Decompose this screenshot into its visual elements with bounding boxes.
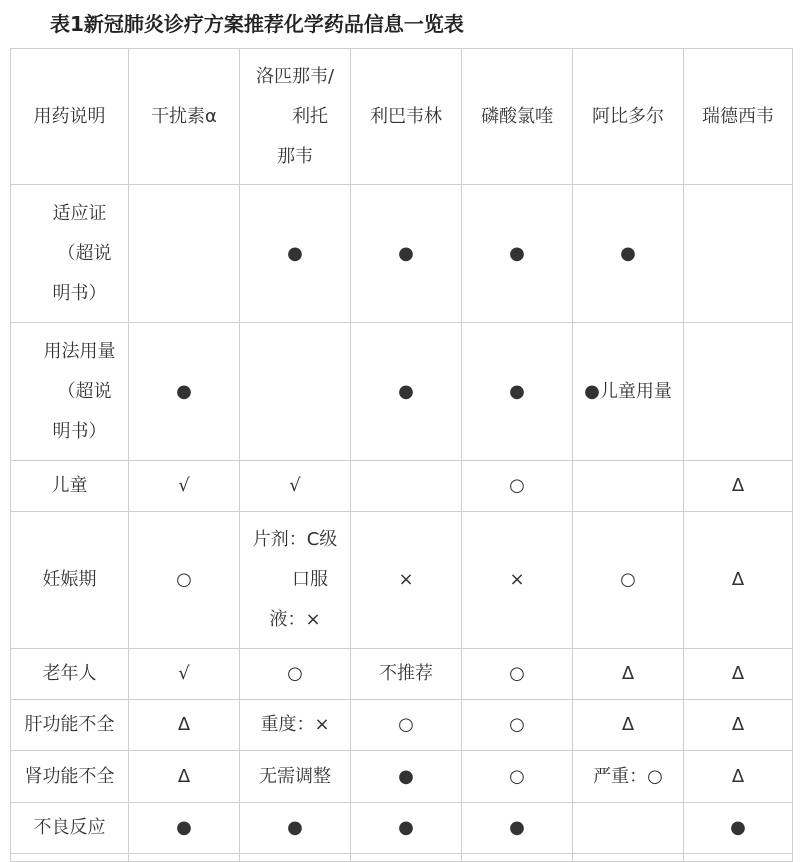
drug-info-table <box>10 48 793 862</box>
cell: × <box>462 512 573 649</box>
row-label-hepatic: 肝功能不全 <box>11 700 129 751</box>
cell <box>11 854 129 862</box>
cell: ● <box>240 803 351 854</box>
cell: ● <box>351 751 462 803</box>
cell <box>684 323 793 461</box>
header-label-cell: 用药说明 <box>11 49 129 185</box>
cell <box>573 854 684 862</box>
cell: ● <box>462 803 573 854</box>
row-label-indication <box>11 185 129 323</box>
header-drug2-line3: 那韦 <box>277 145 313 167</box>
row-label-renal: 肾功能不全 <box>11 751 129 803</box>
cell: Δ <box>684 751 793 803</box>
cell: ● <box>462 323 573 461</box>
table-row-dosage <box>11 323 793 461</box>
table-title: 表1新冠肺炎诊疗方案推荐化学药品信息一览表 <box>50 12 464 36</box>
cell: Δ <box>573 649 684 700</box>
cell-line: 口服 <box>292 569 328 590</box>
cell: Δ <box>684 649 793 700</box>
cell: Δ <box>573 700 684 751</box>
cell: ● <box>240 185 351 323</box>
header-drug-lopinavir-ritonavir <box>240 49 351 185</box>
cell: √ <box>129 461 240 512</box>
cell <box>240 854 351 862</box>
cell: Δ <box>684 512 793 649</box>
cell: √ <box>129 649 240 700</box>
cell <box>129 854 240 862</box>
cell: ● <box>129 803 240 854</box>
cell <box>684 185 793 323</box>
cell: ○ <box>351 700 462 751</box>
cell <box>129 185 240 323</box>
cell: ○ <box>462 461 573 512</box>
header-row <box>11 49 793 185</box>
header-drug-interferon: 干扰素α <box>129 49 240 185</box>
cell: 重度：× <box>240 700 351 751</box>
table-row-adverse <box>11 803 793 854</box>
row-label-adverse: 不良反应 <box>11 803 129 854</box>
cell: ○ <box>462 751 573 803</box>
cell: Δ <box>684 700 793 751</box>
cell: 不推荐 <box>351 649 462 700</box>
cell <box>462 854 573 862</box>
cell: ○ <box>240 649 351 700</box>
row-label-line: （超说 <box>57 242 112 264</box>
cell: ●儿童用量 <box>573 323 684 461</box>
cell <box>573 803 684 854</box>
cell: ● <box>351 185 462 323</box>
cell: ● <box>573 185 684 323</box>
cell: ● <box>684 803 793 854</box>
header-drug-arbidol: 阿比多尔 <box>573 49 684 185</box>
header-drug2-line2: 利托 <box>292 105 328 127</box>
cell: ● <box>351 323 462 461</box>
cell <box>684 854 793 862</box>
row-label-children: 儿童 <box>11 461 129 512</box>
cell: Δ <box>684 461 793 512</box>
header-drug-ribavirin: 利巴韦林 <box>351 49 462 185</box>
table-row-hepatic <box>11 700 793 751</box>
header-drug2-line1: 洛匹那韦/ <box>255 65 335 87</box>
cell <box>351 461 462 512</box>
cell: ● <box>462 185 573 323</box>
cell <box>351 854 462 862</box>
row-label-dosage <box>11 323 129 461</box>
table-row-partial <box>11 854 793 862</box>
cell-pregnancy-lopinavir <box>240 512 351 649</box>
header-drug-remdesivir: 瑞德西韦 <box>684 49 793 185</box>
cell: √ <box>240 461 351 512</box>
cell: × <box>351 512 462 649</box>
cell: 无需调整 <box>240 751 351 803</box>
cell <box>240 323 351 461</box>
row-label-line: 明书） <box>52 282 107 304</box>
cell: ● <box>351 803 462 854</box>
table-row-renal <box>11 751 793 803</box>
row-label-line: 用法用量 <box>43 340 116 362</box>
row-label-pregnancy: 妊娠期 <box>11 512 129 649</box>
table-row-indication <box>11 185 793 323</box>
table-row-children <box>11 461 793 512</box>
row-label-line: 明书） <box>52 420 107 442</box>
row-label-line: （超说 <box>57 380 112 402</box>
cell: 严重：○ <box>573 751 684 803</box>
cell: ○ <box>462 700 573 751</box>
header-drug-chloroquine: 磷酸氯喹 <box>462 49 573 185</box>
cell-line: 片剂：C级 <box>252 529 338 550</box>
cell: ○ <box>573 512 684 649</box>
table-row-elderly <box>11 649 793 700</box>
table-row-pregnancy <box>11 512 793 649</box>
cell: ○ <box>462 649 573 700</box>
cell: Δ <box>129 751 240 803</box>
cell: ● <box>129 323 240 461</box>
cell: ○ <box>129 512 240 649</box>
row-label-elderly: 老年人 <box>11 649 129 700</box>
row-label-line: 适应证 <box>52 202 107 224</box>
cell: Δ <box>129 700 240 751</box>
cell <box>573 461 684 512</box>
cell-line: 液：× <box>269 609 321 630</box>
